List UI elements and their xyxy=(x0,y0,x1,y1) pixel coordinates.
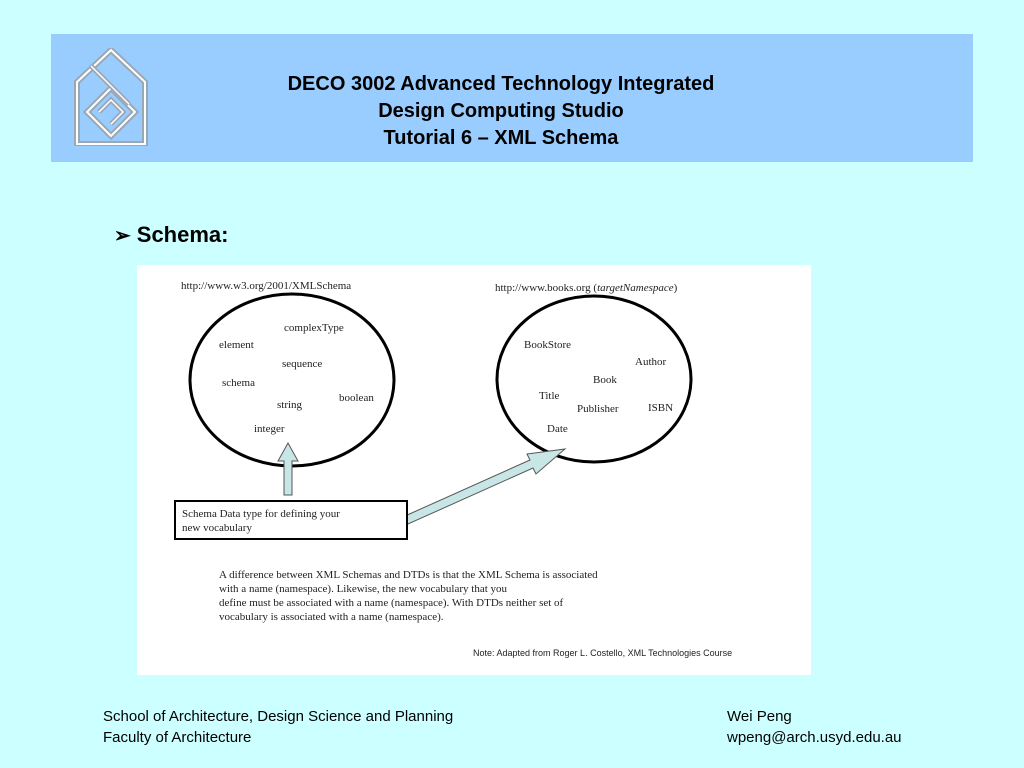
term-bookstore: BookStore xyxy=(524,339,572,351)
slide-title xyxy=(201,71,801,152)
source-note: Note: Adapted from Roger L. Costello, XML Technologies Course xyxy=(473,648,733,658)
university-logo-icon xyxy=(71,48,151,146)
data-type-box-line-1: Schema Data type for defining your xyxy=(182,508,340,520)
explanation-line-4: vocabulary is associated with a name (namespace). xyxy=(219,611,444,623)
footer-school-line-2: Faculty of Architecture xyxy=(103,729,252,746)
footer-author-name: Wei Peng xyxy=(727,708,792,725)
term-complextype: complexType xyxy=(284,322,344,334)
term-schema: schema xyxy=(222,377,255,389)
target-namespace-label: http://www.books.org (targetNamespace) xyxy=(495,282,678,294)
term-title: Title xyxy=(539,390,560,402)
header-banner xyxy=(51,34,973,162)
xmlschema-vocabulary-circle xyxy=(190,294,394,466)
xmlschema-namespace-label: http://www.w3.org/2001/XMLSchema xyxy=(181,280,352,292)
term-boolean: boolean xyxy=(339,392,374,404)
footer-author-email: wpeng@arch.usyd.edu.au xyxy=(727,729,902,746)
term-element: element xyxy=(219,339,254,351)
section-heading-label: Schema: xyxy=(136,222,229,247)
footer-school-line-1: School of Architecture, Design Science and Planning xyxy=(103,708,454,725)
term-book: Book xyxy=(593,374,617,386)
schema-figure xyxy=(137,265,811,675)
term-date: Date xyxy=(547,423,568,435)
footer-school xyxy=(103,706,453,748)
explanation-line-1: A difference between XML Schemas and DTDs is that the XML Schema is associated xyxy=(219,569,598,581)
term-author: Author xyxy=(635,356,667,368)
title-line-2: Design Computing Studio xyxy=(378,100,624,122)
term-string: string xyxy=(277,399,303,411)
up-arrow-icon xyxy=(278,443,298,495)
term-sequence: sequence xyxy=(282,358,323,370)
term-integer: integer xyxy=(254,423,285,435)
term-isbn: ISBN xyxy=(648,402,674,414)
title-line-3: Tutorial 6 – XML Schema xyxy=(383,127,619,149)
term-publisher: Publisher xyxy=(577,403,619,415)
data-type-box-line-2: new vocabulary xyxy=(182,522,252,534)
section-heading xyxy=(114,222,228,248)
explanation-line-2: with a name (namespace). Likewise, the new vocabulary that you xyxy=(219,583,508,595)
diagonal-arrow-icon xyxy=(405,449,565,524)
explanation-line-3: define must be associated with a name (namespace). With DTDs neither set of xyxy=(219,597,564,609)
title-line-1: DECO 3002 Advanced Technology Integrated xyxy=(287,73,715,95)
footer-author xyxy=(727,706,902,748)
arrow-bullet-icon: ➢ xyxy=(114,225,131,247)
